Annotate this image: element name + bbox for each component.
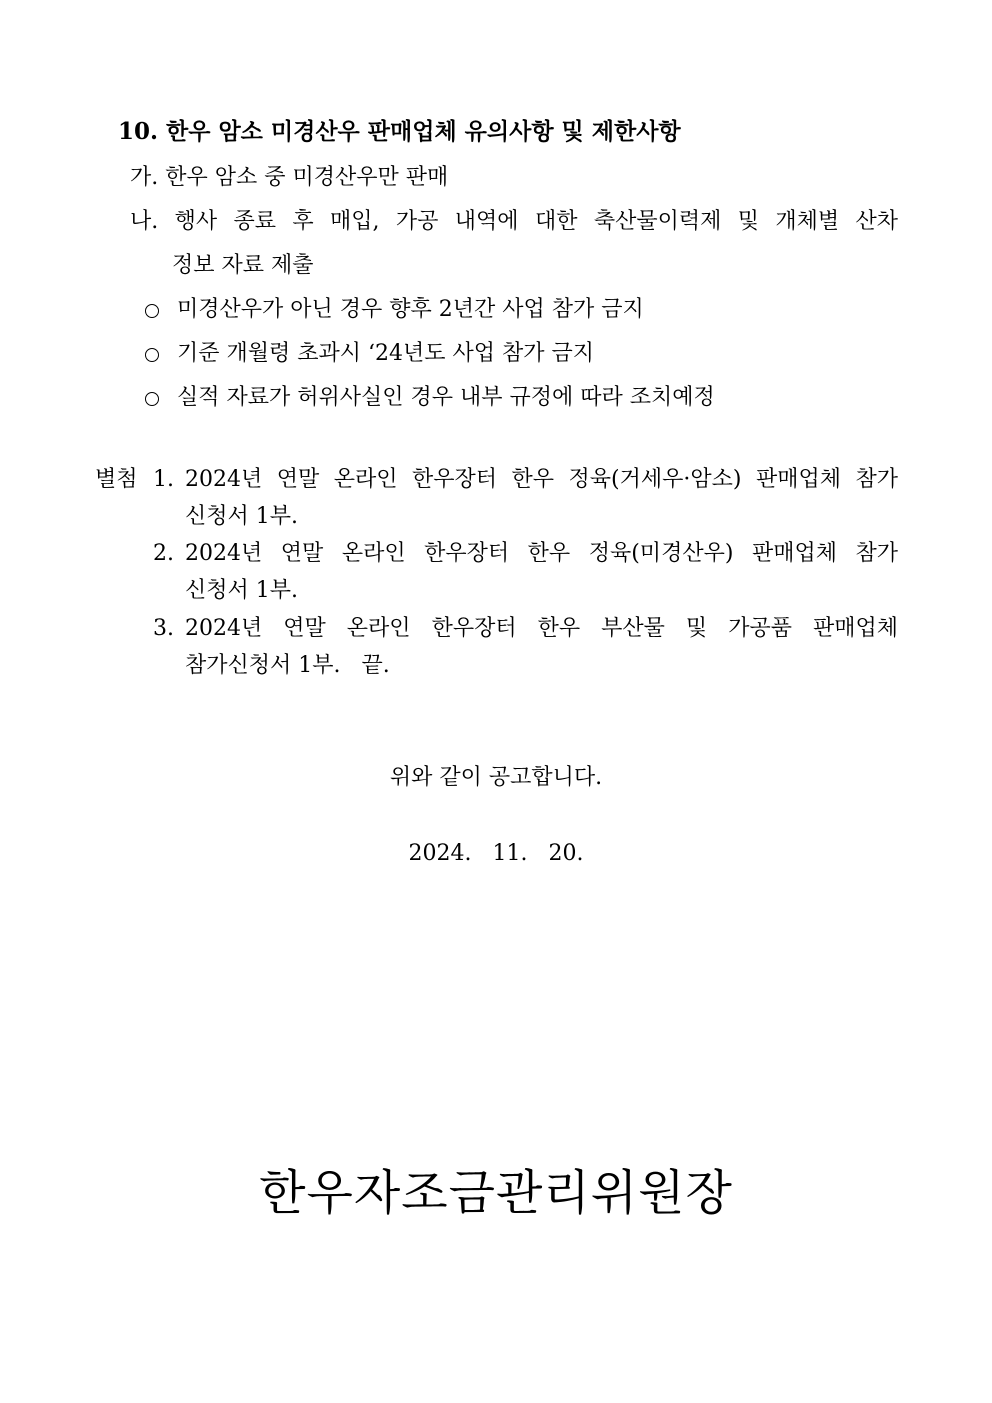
bullet-item: 실적 자료가 허위사실인 경우 내부 규정에 따라 조치예정 [177, 385, 715, 410]
item-na-line2: 정보 자료 제출 [172, 253, 314, 278]
section-heading: 10. 한우 암소 미경산우 판매업체 유의사항 및 제한사항 [118, 118, 681, 145]
attachment-line: 참가신청서 1부. 끝. [185, 653, 390, 678]
bullet-item: 기준 개월령 초과시 ‘24년도 사업 참가 금지 [177, 341, 594, 366]
document-date: 2024. 11. 20. [408, 841, 584, 866]
attachment-line: 신청서 1부. [185, 578, 298, 603]
attachment-number: 1. [153, 467, 174, 492]
attachment-line: 신청서 1부. [185, 504, 298, 529]
attachment-number: 3. [153, 616, 174, 641]
attachment-line [185, 614, 898, 644]
closing-statement: 위와 같이 공고합니다. [389, 765, 603, 790]
attachment-label: 별첨 [95, 467, 138, 492]
circle-bullet-icon [145, 348, 159, 362]
attachment-line-text: 2024년 연말 온라인 한우장터 한우 정육(미경산우) 판매업체 참가 [185, 541, 898, 566]
attachment-number: 2. [153, 541, 174, 566]
item-na-line1-text: 나. 행사 종료 후 매입, 가공 내역에 대한 축산물이력제 및 개체별 산차 [130, 209, 898, 234]
bullet-item: 미경산우가 아닌 경우 향후 2년간 사업 참가 금지 [177, 297, 644, 322]
issuer-signature: 한우자조금관리위원장 [259, 1165, 733, 1221]
circle-bullet-icon [145, 304, 159, 318]
attachment-line [185, 465, 898, 495]
item-ga: 가. 한우 암소 중 미경산우만 판매 [130, 165, 449, 190]
attachment-line [185, 539, 898, 569]
item-na-line1 [130, 207, 898, 237]
attachment-line-text: 2024년 연말 온라인 한우장터 한우 정육(거세우·암소) 판매업체 참가 [185, 467, 898, 492]
circle-bullet-icon [145, 392, 159, 406]
attachment-line-text: 2024년 연말 온라인 한우장터 한우 부산물 및 가공품 판매업체 [185, 616, 898, 641]
